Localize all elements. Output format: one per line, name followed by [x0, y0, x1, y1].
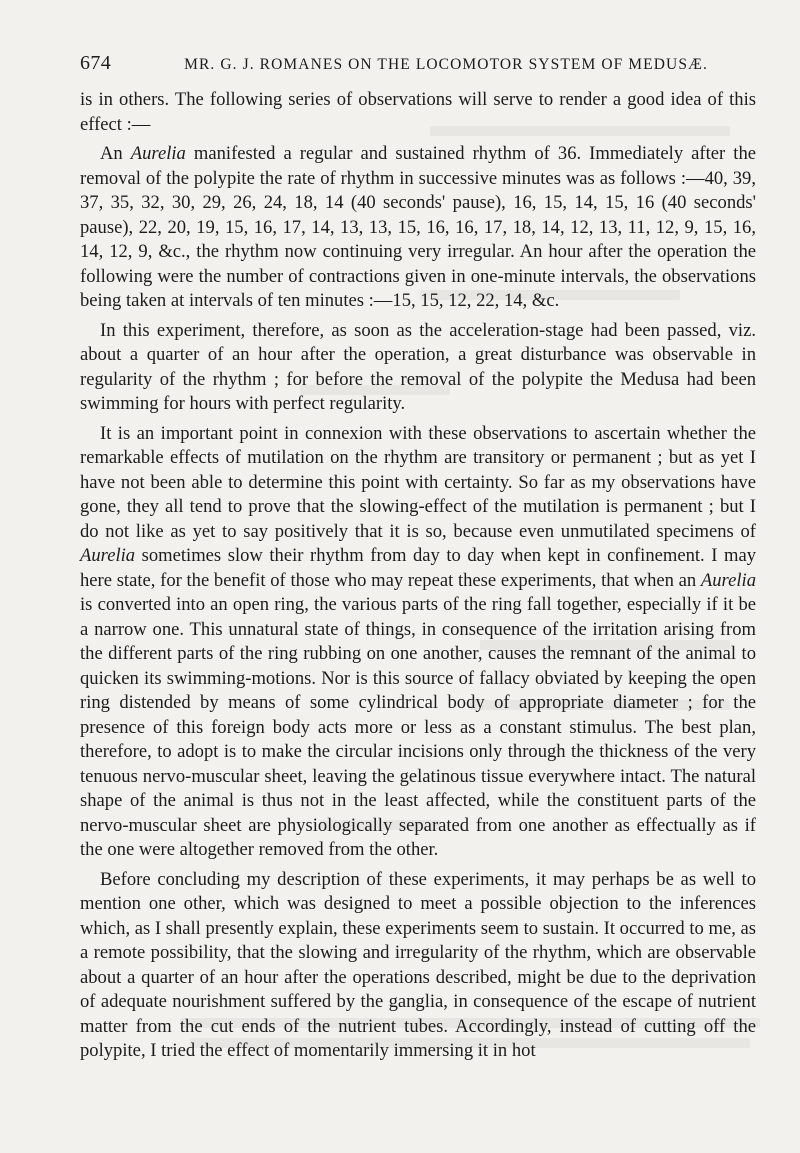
paragraph-2-italic: Aurelia — [130, 143, 186, 164]
page-header — [80, 52, 756, 88]
paragraph-4 — [80, 422, 756, 863]
paragraph-3: In this experiment, therefore, as soon as the acceleration-stage had been passed, viz. about a quarter of an hour after the operation, a great disturbance was observable in regularity of the rhythm ; for before the removal of the polypite the Medusa had been swimming for hours with perfect regularity. — [80, 319, 756, 414]
document-page — [80, 52, 756, 1064]
paragraph-1: is in others. The following series of observations will serve to render a good idea of this effect :— — [80, 89, 756, 135]
body-text — [80, 88, 756, 1064]
paragraph-4-italic-1: Aurelia — [80, 545, 136, 566]
page-number: 674 — [80, 52, 112, 74]
paragraph-4-text-b: sometimes slow their rhythm from day to day when kept in confinement. I may here state, for the benefit of those who may repeat these experiments, that when an — [80, 545, 756, 591]
paragraph-4-text-a: It is an important point in connexion with these observations to ascertain whether the remarkable effects of mutilation on the rhythm are transitory or permanent ; but as yet I have not been able to determine this point with certainty. So far as my observations have gone, they all tend to prove that the slowing-effect of the mutilation is permanent ; but I do not like as yet to say positively that it is so, because even unmutilated specimens of — [80, 422, 756, 542]
running-head: MR. G. J. ROMANES ON THE LOCOMOTOR SYSTEM OF MEDUSÆ. — [184, 56, 708, 73]
paragraph-5: Before concluding my description of these experiments, it may perhaps be as well to mention one other, which was designed to meet a possible objection to the inferences which, as I shall presently explain, these experiments seem to sustain. It occurred to me, as a remote possibility, that the slowing and irregularity of the rhythm, which are observable about a quarter of an hour after the operations described, might be due to the deprivation of adequate nourishment suffered by the ganglia, in consequence of the escape of nutrient matter from the cut ends of the nutrient tubes. Accordingly, instead of cutting off the polypite, I tried the effect of momentarily immersing it in hot — [80, 868, 756, 1061]
paragraph-2 — [80, 142, 756, 314]
paragraph-4-italic-2: Aurelia — [700, 569, 756, 591]
paragraph-4-text-c: is converted into an open ring, the various parts of the ring fall together, especially if it be a narrow one. This unnatural state of things, in consequence of the irritation arising from the different parts of the ring rubbing on one another, causes the remnant of the animal to quicken its swimming-motions. Nor is this source of fallacy obviated by keeping the open ring distended by means of some cylindrical body of appropriate diameter ; for the presence of this foreign body acts more or less as a constant stimulus. The best plan, therefore, to adopt is to make the circular incisions only through the thickness of the very tenuous nervo-muscular sheet, leaving the gelatinous tissue everywhere intact. The natural shape of the animal is thus not in the least affected, while the constituent parts of the nervo-muscular sheet are physiologically separated from one another as effectually as if the one were altogether removed from the other. — [80, 594, 756, 860]
paragraph-2-text-b: manifested a regular and sustained rhythm of 36. Immediately after the removal of the polypite the rate of rhythm in successive minutes was as follows :—40, 39, 37, 35, 32, 30, 29, 26, 24, 18, 14 (40 seconds' pause), 16, 15, 14, 15, 16 (40 seconds' pause), 22, 20, 19, 15, 16, 17, 14, 13, 13, 15, 16, 16, 17, 18, 14, 12, 13, 11, 12, 9, 15, 16, 14, 12, 9, &c., the rhythm now continuing very irregular. An hour after the operation the following were the number of contractions given in one-minute intervals, the observations being taken at intervals of ten minutes :—15, 15, 12, 22, 14, &c. — [80, 143, 756, 311]
paragraph-2-text-a: An — [100, 143, 131, 164]
